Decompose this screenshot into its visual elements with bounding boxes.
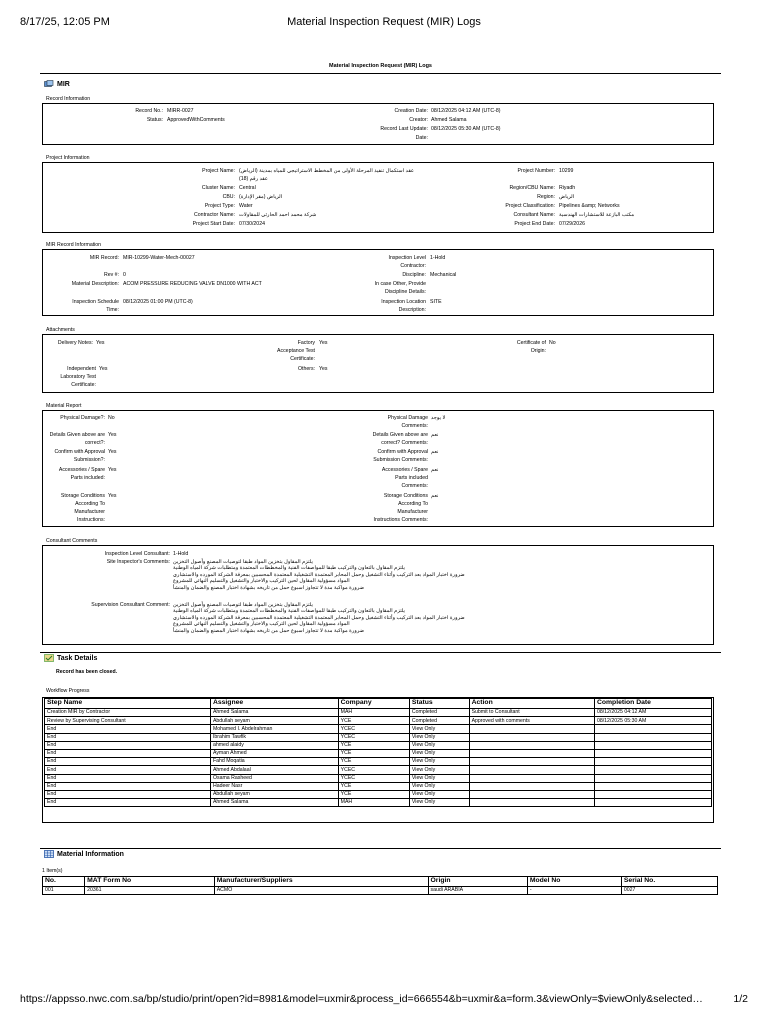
schedule-label-time: Time: bbox=[106, 307, 119, 313]
table-cell: YCE bbox=[338, 782, 409, 790]
table-cell bbox=[594, 799, 711, 807]
table-cell: Mohamed I. Abdelrahman bbox=[210, 725, 338, 733]
location-label-2: Description: bbox=[398, 307, 426, 313]
other-discipline-label-2: Discipline Details: bbox=[385, 289, 426, 295]
table-cell: YCE bbox=[338, 749, 409, 757]
column-header: Serial No. bbox=[621, 877, 717, 887]
column-header: Action bbox=[469, 699, 594, 709]
table-cell: View Only bbox=[409, 790, 469, 798]
table-cell: Ahmed Abdalaal bbox=[210, 766, 338, 774]
table-cell: View Only bbox=[409, 741, 469, 749]
material-desc-value: ACOM PRESSURE REDUCING VALVE DN1000 WITH ACT bbox=[123, 281, 262, 287]
table-cell: MAH bbox=[338, 799, 409, 807]
delivery-notes-value: Yes bbox=[96, 340, 105, 346]
table-cell bbox=[469, 799, 594, 807]
project-number-value: 10299 bbox=[559, 168, 574, 174]
table-cell bbox=[594, 782, 711, 790]
supervision-comment-line: ضرورة مواكبة مدة لا تتجاوز اسبوع حمل من تاريخه بشهادة اختبار المصنع والضمان والمنشأ bbox=[173, 627, 365, 634]
accessories-label: Accessories / Spare bbox=[58, 467, 105, 473]
workflow-row bbox=[45, 766, 712, 774]
record-closed-note: Record has been closed. bbox=[56, 669, 118, 675]
table-cell: Completed bbox=[409, 709, 469, 717]
status-label: Status: bbox=[146, 117, 163, 123]
workflow-row bbox=[45, 741, 712, 749]
print-footer bbox=[20, 993, 748, 1005]
table-cell: View Only bbox=[409, 758, 469, 766]
factory-label-3: Certificate: bbox=[290, 356, 315, 362]
table-cell bbox=[469, 790, 594, 798]
table-cell: Abdullah seyam bbox=[210, 790, 338, 798]
inspection-level-label-2: Contractor: bbox=[400, 263, 426, 269]
column-header: Model No bbox=[527, 877, 621, 887]
table-cell: Ahmed Salama bbox=[210, 709, 338, 717]
end-date-value: 07/29/2026 bbox=[559, 221, 585, 227]
creator-label: Creator: bbox=[409, 117, 428, 123]
column-header: Completion Date bbox=[594, 699, 711, 709]
table-cell: 20361 bbox=[85, 887, 215, 895]
accessories-comments-label-3: Comments: bbox=[401, 483, 428, 489]
storage-comments-label-3: Manufacturer bbox=[397, 509, 428, 515]
workflow-row bbox=[45, 709, 712, 717]
workflow-row bbox=[45, 799, 712, 807]
table-cell: YCE bbox=[338, 758, 409, 766]
consultant-level-value: 1-Hold bbox=[173, 551, 189, 557]
table-cell: MAH bbox=[338, 709, 409, 717]
storage-label-4: Instructions: bbox=[77, 517, 105, 523]
mir-record-box bbox=[42, 249, 714, 316]
column-header: No. bbox=[43, 877, 85, 887]
table-cell: ACMO bbox=[214, 887, 428, 895]
site-comment-line: يلتزم المقاول بتخزين المواد طبقا لتوصيات المصنع وأصول التخزين bbox=[173, 559, 313, 565]
table-cell: YCE bbox=[338, 741, 409, 749]
table-cell bbox=[469, 749, 594, 757]
task-details-icon bbox=[44, 654, 54, 662]
items-count: 1 Item(s) bbox=[42, 868, 63, 874]
details-correct-label-2: correct?: bbox=[84, 440, 105, 446]
table-cell: End bbox=[45, 758, 211, 766]
material-header-row bbox=[43, 877, 718, 887]
factory-label: Factory bbox=[297, 340, 315, 346]
table-cell: End bbox=[45, 741, 211, 749]
workflow-label: Workflow Progress bbox=[46, 688, 90, 694]
table-cell bbox=[469, 733, 594, 741]
discipline-label: Discipline: bbox=[402, 272, 426, 278]
task-heading bbox=[44, 654, 97, 662]
rev-value: 0 bbox=[123, 272, 126, 278]
task-heading-label: Task Details bbox=[57, 654, 98, 662]
table-cell bbox=[594, 758, 711, 766]
record-no-label: Record No.: bbox=[135, 108, 163, 114]
origin-cert-label: Certificate of bbox=[516, 340, 546, 346]
table-cell: Ibrahim Tawfik bbox=[210, 733, 338, 741]
region-label: Region: bbox=[537, 194, 555, 200]
physical-damage-label: Physical Damage?: bbox=[60, 415, 105, 421]
table-cell: End bbox=[45, 749, 211, 757]
details-comments-value: نعم bbox=[431, 432, 439, 438]
contractor-name-value: شركة محمد احمد الحارثي للمقاولات bbox=[239, 212, 317, 218]
region-cbu-label: Region/CBU Name: bbox=[509, 185, 555, 191]
storage-value: Yes bbox=[108, 493, 117, 499]
title-divider bbox=[40, 73, 721, 74]
table-cell: YCEC bbox=[338, 774, 409, 782]
table-cell: Ahmed Salama bbox=[210, 799, 338, 807]
table-cell bbox=[594, 774, 711, 782]
supervision-comment-line: يلتزم المقاول بتخزين المواد طبقا لتوصيات المصنع وأصول التخزين bbox=[173, 602, 313, 608]
mir-heading bbox=[44, 80, 70, 88]
storage-comments-label-4: Instructions Comments: bbox=[373, 517, 428, 523]
material-info-heading bbox=[44, 850, 124, 858]
column-header: Step Name bbox=[45, 699, 211, 709]
workflow-row bbox=[45, 758, 712, 766]
workflow-row bbox=[45, 782, 712, 790]
record-info-box bbox=[42, 103, 714, 145]
workflow-row bbox=[45, 717, 712, 725]
table-cell bbox=[594, 733, 711, 741]
table-cell: YCE bbox=[338, 790, 409, 798]
start-date-label: Project Start Date: bbox=[192, 221, 235, 227]
table-cell: End bbox=[45, 799, 211, 807]
table-cell: View Only bbox=[409, 774, 469, 782]
site-inspector-comments bbox=[173, 559, 465, 591]
page-title: Material Inspection Request (MIR) Logs bbox=[329, 63, 432, 69]
phys-comments-label: Physical Damage bbox=[387, 415, 428, 421]
confirm-approval-value: Yes bbox=[108, 449, 117, 455]
storage-label-3: Manufacturer bbox=[74, 509, 105, 515]
supervision-comment-line: ضرورة اختبار المواد بعد التركيب وأثناء التشغيل وحمل المحابر المعتمدة التشغيلية المعتمدة المحسبين بمعرفة الشركة المورده والاستشاري bbox=[173, 614, 465, 621]
table-cell: End bbox=[45, 733, 211, 741]
storage-label-2: According To bbox=[75, 501, 105, 507]
table-cell: Review by Supervising Consultant bbox=[45, 717, 211, 725]
task-divider bbox=[40, 652, 721, 653]
table-cell: View Only bbox=[409, 725, 469, 733]
table-cell bbox=[594, 749, 711, 757]
cbu-label: CBU: bbox=[222, 194, 235, 200]
table-cell: saudi ARABIA bbox=[428, 887, 527, 895]
creation-date-value: 08/12/2025 04:12 AM (UTC-8) bbox=[431, 108, 501, 114]
confirm-approval-label-2: Submission?: bbox=[73, 457, 105, 463]
workflow-row bbox=[45, 790, 712, 798]
start-date-value: 07/30/2024 bbox=[239, 221, 265, 227]
table-cell: Completed bbox=[409, 717, 469, 725]
table-cell: 0027 bbox=[621, 887, 717, 895]
project-type-label: Project Type: bbox=[204, 203, 235, 209]
print-datetime: 8/17/25, 12:05 PM bbox=[20, 16, 110, 28]
date-label: Date: bbox=[415, 135, 428, 141]
table-cell bbox=[469, 758, 594, 766]
accessories-value: Yes bbox=[108, 467, 117, 473]
confirm-comments-label-2: Submission Comments: bbox=[373, 457, 428, 463]
location-value: SITE bbox=[430, 299, 442, 305]
material-report-box bbox=[42, 410, 714, 527]
others-value: Yes bbox=[319, 366, 328, 372]
supervision-comment-line: المواد مسؤولية المقاول لحين التركيب والاختبار والتشغيل والتسليم النهائي للمشروع bbox=[173, 621, 350, 628]
independent-label: Independent bbox=[67, 366, 96, 372]
page-number: 1/2 bbox=[733, 993, 748, 1005]
table-cell: ahmed alaidy bbox=[210, 741, 338, 749]
print-url: https://appsso.nwc.com.sa/bp/studio/print/open?id=8981&model=uxmir&process_id=666554&b=uxmir&a=form.3&viewOnly=$viewOnly&selected… bbox=[20, 993, 703, 1005]
mir-record-label: MIR Record: bbox=[89, 255, 119, 261]
details-comments-label-2: correct? Comments: bbox=[381, 440, 428, 446]
site-comment-line: يلتزم المقاول بالتعاون والتركيب طبقا للمواصفات الفنية والمخططات المعتمدة ومتطلبات شركة المياه الوطنية bbox=[173, 565, 405, 572]
status-value: ApprovedWithComments bbox=[167, 117, 225, 123]
table-cell bbox=[469, 766, 594, 774]
inspection-level-value: 1-Hold bbox=[430, 255, 446, 261]
material-divider bbox=[40, 848, 721, 849]
cluster-value: Central bbox=[239, 185, 256, 191]
column-header: Origin bbox=[428, 877, 527, 887]
table-cell: Fahd Moqatia bbox=[210, 758, 338, 766]
supervision-comment-line: يلتزم المقاول بالتعاون والتركيب طبقا للمواصفات الفنية والمخططات المعتمدة ومتطلبات شركة المياه الوطنية bbox=[173, 608, 405, 615]
section-title-attachments: Attachments bbox=[46, 327, 75, 333]
table-cell: YCEC bbox=[338, 733, 409, 741]
workflow-row bbox=[45, 725, 712, 733]
project-type-value: Water bbox=[239, 203, 253, 209]
column-header: Manufacturer/Suppliers bbox=[214, 877, 428, 887]
origin-cert-label-2: Origin: bbox=[530, 348, 546, 354]
table-cell: Creation MIR by Contractor bbox=[45, 709, 211, 717]
table-cell: Ayman Ahmed bbox=[210, 749, 338, 757]
inspection-level-label: Inspection Level bbox=[388, 255, 426, 261]
table-cell bbox=[594, 790, 711, 798]
region-cbu-value: Riyadh bbox=[559, 185, 576, 191]
confirm-approval-label: Confirm with Approval bbox=[54, 449, 105, 455]
workflow-row bbox=[45, 774, 712, 782]
schedule-label: Inspection Schedule bbox=[72, 299, 119, 305]
details-comments-label: Details Given above are bbox=[372, 432, 428, 438]
table-cell: View Only bbox=[409, 782, 469, 790]
accessories-label-2: Parts included: bbox=[70, 475, 105, 481]
schedule-value: 08/12/2025 01:00 PM (UTC-8) bbox=[123, 299, 193, 305]
table-cell: 001 bbox=[43, 887, 85, 895]
table-cell: View Only bbox=[409, 749, 469, 757]
workflow-header-row bbox=[45, 699, 712, 709]
phys-comments-value: لا يوجد bbox=[431, 415, 446, 421]
supervision-label: Supervision Consultant Comment: bbox=[91, 602, 170, 608]
accessories-comments-label: Accessories / Spare bbox=[381, 467, 428, 473]
storage-label: Storage Conditions bbox=[60, 493, 105, 499]
project-name-value: عقد استكمال تنفيذ المرحلة الأولى من المخطط الاستراتيجي للمياه بمدينة (الرياض) bbox=[239, 168, 415, 174]
table-cell: YCE bbox=[338, 717, 409, 725]
section-title-material-report: Material Report bbox=[46, 403, 82, 409]
project-name-label: Project Name: bbox=[202, 168, 235, 174]
record-no-value: MIRR-0027 bbox=[167, 108, 194, 114]
independent-label-2: Laboratory Test bbox=[60, 374, 96, 380]
table-cell bbox=[469, 741, 594, 749]
section-title-mir-record: MIR Record Information bbox=[46, 242, 102, 248]
table-cell bbox=[469, 774, 594, 782]
last-update-value: 08/12/2025 05:30 AM (UTC-8) bbox=[431, 126, 501, 132]
creator-value: Ahmed Salama bbox=[431, 117, 467, 123]
column-header: Company bbox=[338, 699, 409, 709]
site-comment-line: المواد مسؤولية المقاول لحين التركيب والاختبار والتشغيل والتسليم النهائي للمشروع bbox=[173, 578, 350, 585]
table-cell: YCEC bbox=[338, 725, 409, 733]
table-cell: Submit to Consultant bbox=[469, 709, 594, 717]
consultant-comments-box bbox=[42, 545, 714, 645]
confirm-comments-label: Confirm with Approval bbox=[377, 449, 428, 455]
region-value: الرياض bbox=[559, 194, 575, 200]
table-cell bbox=[469, 782, 594, 790]
table-cell: View Only bbox=[409, 733, 469, 741]
table-cell: End bbox=[45, 790, 211, 798]
column-header: Assignee bbox=[210, 699, 338, 709]
storage-comments-label: Storage Conditions bbox=[383, 493, 428, 499]
rev-label: Rev #: bbox=[104, 272, 119, 278]
last-update-label: Record Last Update: bbox=[380, 126, 428, 132]
table-cell: End bbox=[45, 725, 211, 733]
accessories-comments-label-2: Parts included bbox=[395, 475, 428, 481]
table-cell: End bbox=[45, 766, 211, 774]
cluster-label: Cluster Name: bbox=[201, 185, 235, 191]
classification-value: Pipelines &amp; Networks bbox=[559, 203, 620, 209]
table-cell: YCEC bbox=[338, 766, 409, 774]
physical-damage-value: No bbox=[108, 415, 115, 421]
independent-value: Yes bbox=[99, 366, 108, 372]
confirm-comments-value: نعم bbox=[431, 449, 439, 455]
section-title-consultant: Consultant Comments bbox=[46, 538, 98, 544]
table-cell: 08/12/2025 04:12 AM bbox=[594, 709, 711, 717]
contractor-name-label: Contractor Name: bbox=[194, 212, 235, 218]
table-cell: Osama Rasheed bbox=[210, 774, 338, 782]
factory-value: Yes bbox=[319, 340, 328, 346]
table-cell: View Only bbox=[409, 799, 469, 807]
others-label: Others: bbox=[297, 366, 315, 372]
print-title: Material Inspection Request (MIR) Logs bbox=[287, 16, 481, 28]
end-date-label: Project End Date: bbox=[514, 221, 555, 227]
workflow-body bbox=[45, 709, 712, 807]
table-cell: - bbox=[527, 887, 621, 895]
consultant-name-value: مكتب البازعة للاستشارات الهندسية bbox=[559, 212, 635, 218]
attachments-box bbox=[42, 334, 714, 393]
table-cell: End bbox=[45, 782, 211, 790]
mir-record-value: MIR-10299-Water-Mech-00027 bbox=[123, 255, 195, 261]
classification-label: Project Classification: bbox=[505, 203, 555, 209]
project-number-label: Project Number: bbox=[517, 168, 555, 174]
workflow-row bbox=[45, 749, 712, 757]
project-name-value-line2: عقد رقم (18) bbox=[239, 176, 269, 182]
consultant-level-label: Inspection Level Consultant: bbox=[104, 551, 170, 557]
details-correct-label: Details Given above are bbox=[49, 432, 105, 438]
workflow-table bbox=[44, 698, 712, 807]
material-body bbox=[43, 887, 718, 895]
details-correct-value: Yes bbox=[108, 432, 117, 438]
accessories-comments-value: نعم bbox=[431, 467, 439, 473]
material-grid-icon bbox=[44, 850, 54, 858]
origin-cert-value: No bbox=[549, 340, 556, 346]
column-header: MAT Form No bbox=[85, 877, 215, 887]
location-label: Inspection Location bbox=[381, 299, 426, 305]
storage-comments-value: نعم bbox=[431, 493, 439, 499]
site-comment-line: ضرورة اختبار المواد بعد التركيب وأثناء التشغيل وحمل المحابر المعتمدة التشغيلية المعتمدة المحسبين بمعرفة الشركة المورده والاستشاري bbox=[173, 571, 465, 578]
site-comment-line: ضرورة مواكبة مدة لا تتجاوز اسبوع حمل من تاريخه بشهادة اختبار المصنع والضمان والمنشأ bbox=[173, 584, 365, 591]
material-table bbox=[42, 876, 718, 895]
section-title-record: Record Information bbox=[46, 96, 91, 102]
consultant-name-label: Consultant Name: bbox=[513, 212, 555, 218]
workflow-row bbox=[45, 733, 712, 741]
table-cell: End bbox=[45, 774, 211, 782]
table-cell bbox=[469, 725, 594, 733]
material-desc-label: Material Description: bbox=[71, 281, 119, 287]
table-cell bbox=[594, 741, 711, 749]
cbu-value: الرياض (مقر الإدارة) bbox=[239, 194, 283, 200]
table-cell: 08/12/2025 05:30 AM bbox=[594, 717, 711, 725]
phys-comments-label-2: Comments: bbox=[401, 423, 428, 429]
material-row bbox=[43, 887, 718, 895]
creation-date-label: Creation Date: bbox=[394, 108, 428, 114]
project-info-box bbox=[42, 162, 714, 233]
site-inspector-label: Site Inspector's Comments: bbox=[106, 559, 170, 565]
section-title-project: Project Information bbox=[46, 155, 90, 161]
column-header: Status bbox=[409, 699, 469, 709]
table-cell: Approved with comments bbox=[469, 717, 594, 725]
independent-label-3: Certificate: bbox=[71, 382, 96, 388]
discipline-value: Mechanical bbox=[430, 272, 457, 278]
supervision-comments bbox=[173, 602, 465, 634]
factory-label-2: Acceptance Test bbox=[277, 348, 315, 354]
material-info-heading-label: Material Information bbox=[57, 850, 124, 858]
mir-icon bbox=[44, 80, 54, 88]
table-cell: View Only bbox=[409, 766, 469, 774]
print-header bbox=[20, 16, 748, 32]
table-cell: Hadeer Nasr bbox=[210, 782, 338, 790]
mir-heading-label: MIR bbox=[57, 80, 70, 88]
delivery-notes-label: Delivery Notes: bbox=[57, 340, 93, 346]
table-cell bbox=[594, 766, 711, 774]
table-cell: Abdullah seyam bbox=[210, 717, 338, 725]
other-discipline-label: In case Other, Provide bbox=[374, 281, 426, 287]
table-cell bbox=[594, 725, 711, 733]
storage-comments-label-2: According To bbox=[398, 501, 428, 507]
